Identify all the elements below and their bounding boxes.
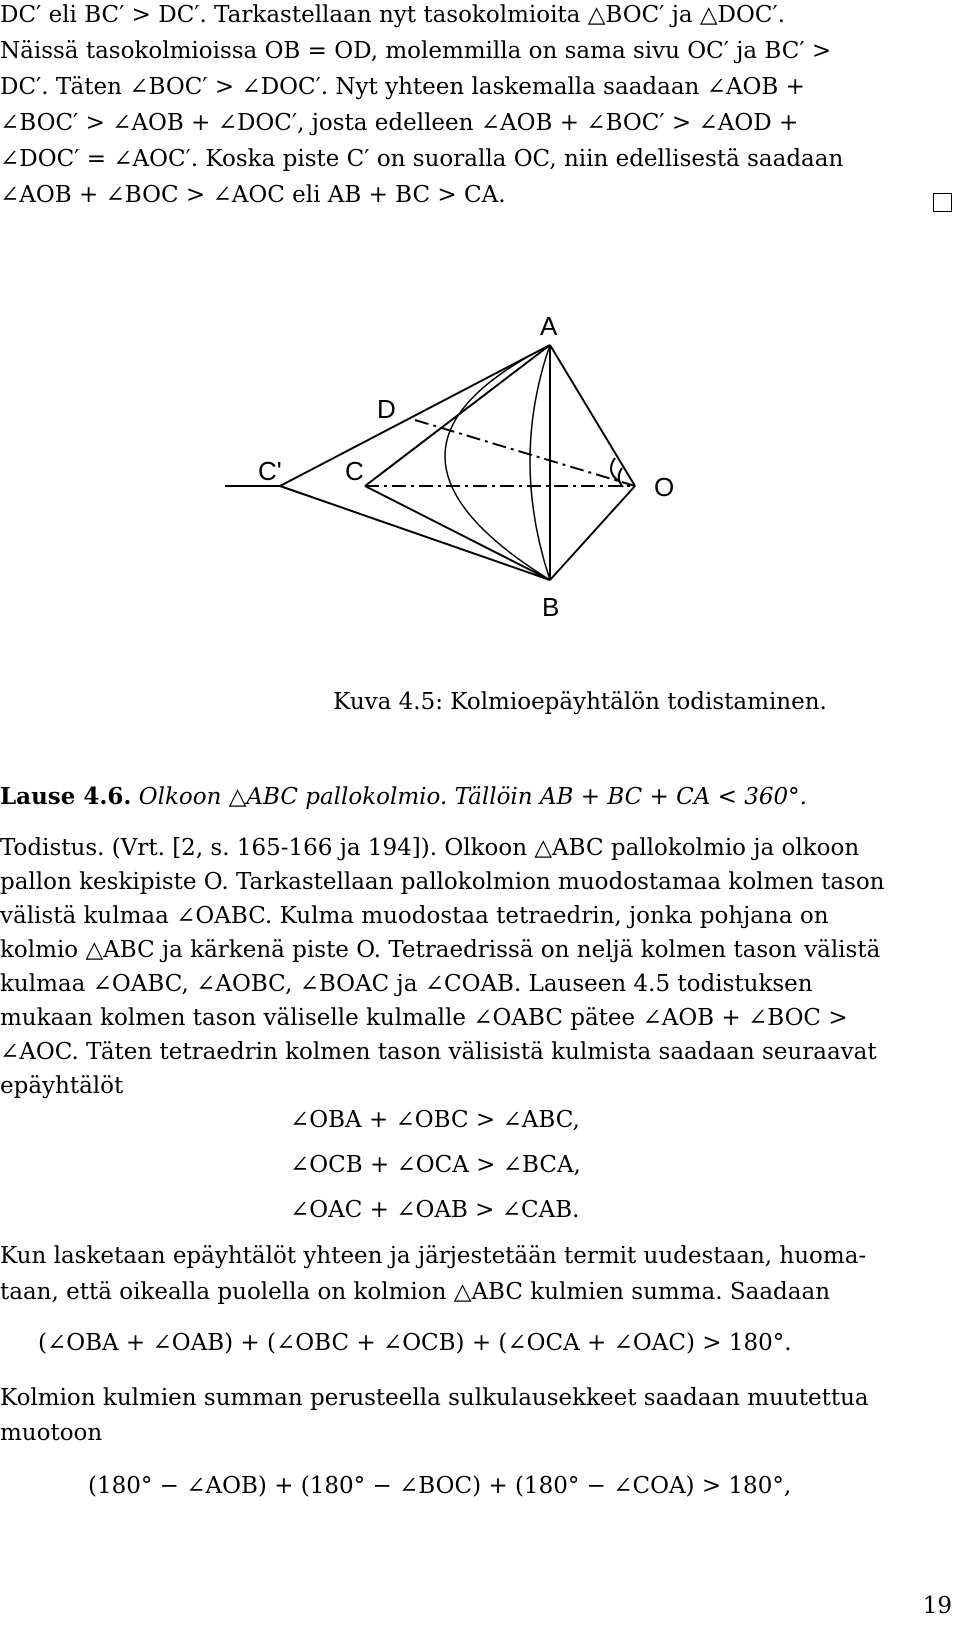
theorem	[0, 783, 807, 810]
edge-Cp-A	[280, 345, 550, 486]
theorem-body: Olkoon △ABC pallokolmio. Tällöin AB + BC + CA < 360°.	[138, 784, 807, 810]
edge-C-B	[365, 486, 550, 580]
text-line: Kolmion kulmien summan perusteella sulkulausekkeet saadaan muutettua	[0, 1385, 869, 1411]
page-number: 19	[922, 1593, 952, 1619]
edge-Cp-B	[280, 486, 550, 580]
label-D: D	[377, 394, 396, 424]
text-line: taan, että oikealla puolella on kolmion △ABC kulmien summa. Saadaan	[0, 1279, 831, 1305]
text-line: ∠DOC′ = ∠AOC′. Koska piste C′ on suoralla OC, niin edellisestä saadaan	[0, 146, 844, 172]
text-line: epäyhtälöt	[0, 1073, 124, 1099]
arc-A-C-B	[445, 345, 550, 580]
qed-box-icon	[933, 193, 952, 212]
text-line: välistä kulmaa ∠OABC. Kulma muodostaa tetraedrin, jonka pohjana on	[0, 903, 829, 929]
text-line: muotoon	[0, 1420, 103, 1446]
label-Cp: C'	[258, 456, 282, 486]
label-A: A	[540, 311, 558, 341]
text-line: DC′. Täten ∠BOC′ > ∠DOC′. Nyt yhteen laskemalla saadaan ∠AOB +	[0, 74, 805, 100]
final-equation: (180° − ∠AOB) + (180° − ∠BOC) + (180° − ∠COA) > 180°,	[88, 1473, 792, 1499]
label-C: C	[345, 456, 364, 486]
text-line: ∠AOB + ∠BOC > ∠AOC eli AB + BC > CA.	[0, 182, 506, 208]
text-line: Näissä tasokolmioissa OB = OD, molemmilla on sama sivu OC′ ja BC′ >	[0, 38, 832, 64]
text-line: kolmio △ABC ja kärkenä piste O. Tetraedrissä on neljä kolmen tason välistä	[0, 937, 881, 963]
angle-mark-2	[619, 468, 623, 487]
text-line: ∠BOC′ > ∠AOB + ∠DOC′, josta edelleen ∠AOB + ∠BOC′ > ∠AOD +	[0, 110, 799, 136]
arc-A-B	[530, 345, 550, 580]
text-line: mukaan kolmen tason väliselle kulmalle ∠OABC pätee ∠AOB + ∠BOC >	[0, 1005, 848, 1031]
text-line: kulmaa ∠OABC, ∠AOBC, ∠BOAC ja ∠COAB. Lauseen 4.5 todistuksen	[0, 971, 813, 997]
inequality: ∠OBA + ∠OBC > ∠ABC,	[290, 1107, 580, 1133]
label-O: O	[654, 472, 675, 502]
figure-4-5	[220, 300, 740, 630]
inequality: ∠OCB + ∠OCA > ∠BCA,	[290, 1152, 581, 1178]
figure-caption: Kuva 4.5: Kolmioepäyhtälön todistaminen.	[333, 689, 827, 715]
text-line: pallon keskipiste O. Tarkastellaan pallokolmion muodostamaa kolmen tason	[0, 869, 885, 895]
text-line: DC′ eli BC′ > DC′. Tarkastellaan nyt tasokolmioita △BOC′ ja △DOC′.	[0, 2, 785, 28]
text-line: Kun lasketaan epäyhtälöt yhteen ja järjestetään termit uudestaan, huoma-	[0, 1243, 867, 1269]
theorem-head: Lause 4.6.	[0, 783, 132, 810]
inequality: ∠OAC + ∠OAB > ∠CAB.	[290, 1197, 580, 1223]
text-line: ∠AOC. Täten tetraedrin kolmen tason välisistä kulmista saadaan seuraavat	[0, 1039, 877, 1065]
label-B: B	[542, 592, 560, 622]
text-line: Todistus. (Vrt. [2, s. 165-166 ja 194]). Olkoon △ABC pallokolmio ja olkoon	[0, 835, 860, 861]
sum-equation: (∠OBA + ∠OAB) + (∠OBC + ∠OCB) + (∠OCA + ∠OAC) > 180°.	[38, 1330, 792, 1356]
edge-B-O	[550, 486, 635, 580]
